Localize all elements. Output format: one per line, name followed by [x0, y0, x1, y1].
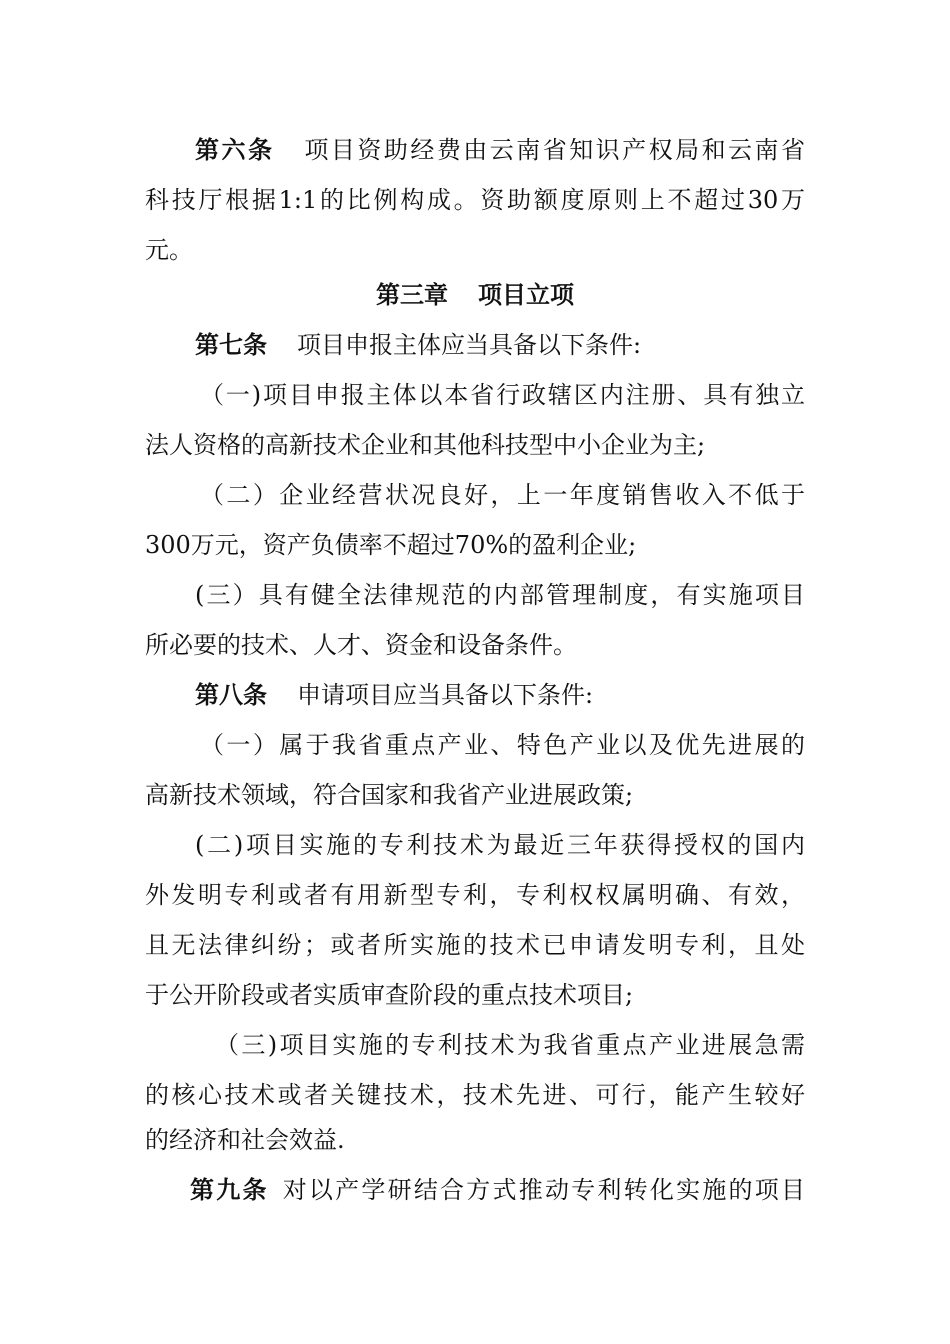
article-7-text: 项目申报主体应当具备以下条件: — [297, 331, 642, 359]
article-7-item-3-line-2 — [145, 620, 805, 670]
article-7-item-2-text: （二）企业经营状况良好，上一年度销售收入不低于 — [200, 481, 805, 509]
article-6-text-2: 科技厅根据1:1的比例构成。资助额度原则上不超过30万 — [145, 186, 805, 214]
article-8-item-3-text: （三)项目实施的专利技术为我省重点产业进展急需 — [215, 1031, 805, 1059]
article-8-item-2-text-2: 外发明专利或者有用新型专利，专利权权属明确、有效， — [145, 881, 805, 909]
article-8-item-1-line-1 — [145, 720, 805, 770]
chapter-title: 项目立项 — [478, 280, 574, 309]
article-8-item-2-line-2 — [145, 870, 805, 920]
document-page — [145, 125, 805, 1215]
article-7-item-3-text: (三）具有健全法律规范的内部管理制度，有实施项目 — [195, 581, 805, 609]
article-8-label: 第八条 — [195, 680, 267, 709]
article-7-item-1-text: （一)项目申报主体以本省行政辖区内注册、具有独立 — [200, 381, 805, 409]
article-8-item-2-text-3: 且无法律纠纷；或者所实施的技术已申请发明专利，且处 — [145, 931, 805, 959]
article-7-item-1-line-1 — [145, 370, 805, 420]
article-7-item-2-line-1 — [145, 470, 805, 520]
article-6-line-1 — [145, 125, 805, 175]
article-7-item-3-text-2: 所必要的技术、人才、资金和设备条件。 — [145, 631, 577, 659]
article-7-item-2-text-2: 300万元，资产负债率不超过70%的盈利企业; — [145, 531, 637, 559]
article-9-line-1 — [145, 1165, 805, 1215]
article-6-line-3 — [145, 225, 805, 275]
article-8-item-3-line-1 — [145, 1020, 805, 1070]
article-8-item-2-line-4 — [145, 970, 805, 1020]
article-7-item-2-line-2 — [145, 520, 805, 570]
article-9-label: 第九条 — [190, 1175, 269, 1204]
article-7-line-1 — [145, 320, 805, 370]
article-7-item-3-line-1 — [145, 570, 805, 620]
chapter-number: 第三章 — [376, 280, 448, 309]
article-8-item-3-line-3 — [145, 1115, 805, 1165]
article-6-line-2 — [145, 175, 805, 225]
article-8-item-3-text-2: 的核心技术或者关键技术，技术先进、可行，能产生较好 — [145, 1081, 805, 1109]
article-8-item-2-text: (二)项目实施的专利技术为最近三年获得授权的国内 — [195, 831, 805, 859]
article-7-item-1-text-2: 法人资格的高新技术企业和其他科技型中小企业为主; — [145, 431, 706, 459]
article-6-label: 第六条 — [195, 135, 275, 164]
article-7-label: 第七条 — [195, 330, 267, 359]
article-8-item-1-text: （一）属于我省重点产业、特色产业以及优先进展的 — [200, 731, 805, 759]
article-8-item-2-line-1 — [145, 820, 805, 870]
article-8-text: 申请项目应当具备以下条件: — [297, 681, 594, 709]
article-6-text: 项目资助经费由云南省知识产权局和云南省 — [304, 136, 805, 164]
article-8-item-3-line-2 — [145, 1070, 805, 1120]
article-9-text: 对以产学研结合方式推动专利转化实施的项目 — [282, 1176, 805, 1204]
article-8-item-1-text-2: 高新技术领域，符合国家和我省产业进展政策; — [145, 781, 634, 809]
article-8-item-1-line-2 — [145, 770, 805, 820]
article-8-item-3-text-3: 的经济和社会效益. — [145, 1126, 345, 1154]
article-8-item-2-text-4: 于公开阶段或者实质审查阶段的重点技术项目; — [145, 981, 634, 1009]
article-6-text-3: 元。 — [145, 236, 193, 264]
chapter-heading — [145, 270, 805, 320]
article-8-line-1 — [145, 670, 805, 720]
article-8-item-2-line-3 — [145, 920, 805, 970]
article-7-item-1-line-2 — [145, 420, 805, 470]
